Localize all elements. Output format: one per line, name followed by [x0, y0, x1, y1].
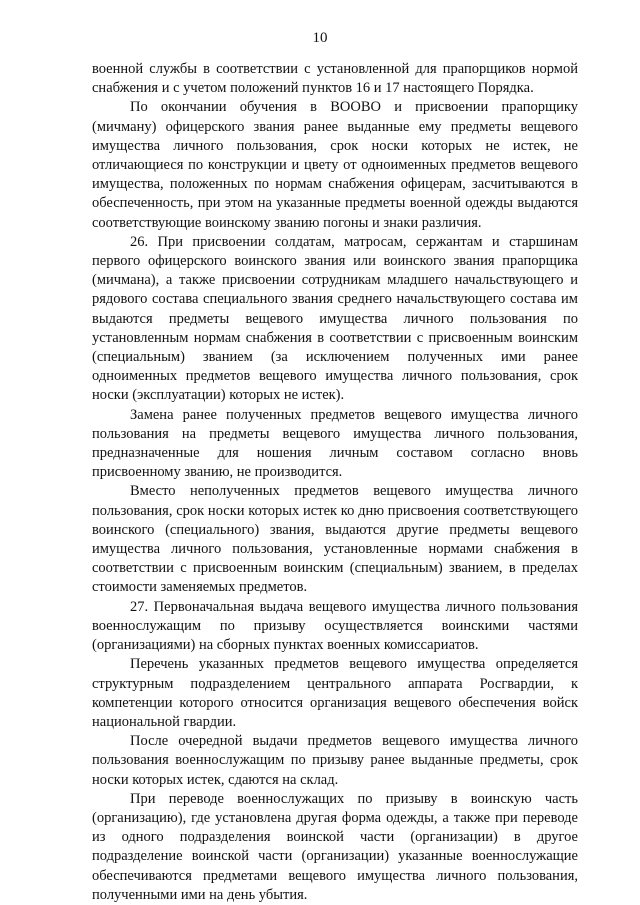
paragraph-unreceived-items: Вместо неполученных предметов вещевого имущества личного пользования, срок носки которых истек ко дню присвоения соответствующего воинского (специального) звания, выдаются другие предметы вещевого имущества личного пользования, установленные нормами снабжения в соответствии с присвоенным воинским (специальным) званием, в пределах стоимости заменяемых предметов. [92, 483, 578, 596]
paragraph-transfer: При переводе военнослужащих по призыву в воинскую часть (организацию), где установлена другая форма одежды, а также при переводе из одного подразделения воинской части (организации) в другое подразделение воинской части (организации) указанные военнослужащие обеспечиваются предметами вещевого имущества личного пользования, полученными ими на день убытия. [92, 790, 578, 903]
document-body [92, 60, 578, 905]
paragraph-continuation: военной службы в соответствии с установленной для прапорщиков нормой снабжения и с учетом положений пунктов 16 и 17 настоящего Порядка. [92, 61, 578, 97]
paragraph-officer-rank-assignment: По окончании обучения в ВООВО и присвоении прапорщику (мичману) офицерского звания ранее выданные ему предметы вещевого имущества личного пользования, срок носки которых не истек, не отличающиеся по конструкции и цвету от одноименных предметов вещевого имущества, положенных по нормам снабжения офицерам, засчитываются в обеспеченность, при этом на указанные предметы военной одежды выдаются соответствующие воинскому званию погоны и знаки различия. [92, 99, 578, 231]
paragraph-regular-issue: После очередной выдачи предметов вещевого имущества личного пользования военнослужащим по призыву ранее выданные предметы, срок носки которых истек, сдаются на склад. [92, 733, 578, 788]
paragraph-item-27: 27. Первоначальная выдача вещевого имущества личного пользования военнослужащим по призыву осуществляется воинскими частями (организациями) на сборных пунктах военных комиссариатов. [92, 598, 578, 654]
paragraph-items-list: Перечень указанных предметов вещевого имущества определяется структурным подразделением центрального аппарата Росгвардии, к компетенции которого относится организация вещевого обеспечения войск национальной гвардии. [92, 656, 578, 730]
paragraph-no-replacement: Замена ранее полученных предметов вещевого имущества личного пользования на предметы вещевого имущества личного пользования, предназначенные для ношения личным составом согласно вновь присвоенному званию, не производится. [92, 406, 578, 481]
page-number: 10 [312, 30, 328, 46]
paragraph-item-26: 26. При присвоении солдатам, матросам, сержантам и старшинам первого офицерского воинского звания или воинского звания прапорщика (мичмана), а также присвоении сотрудникам младшего начальствующего и рядового состава специального звания среднего начальствующего состава им выдаются предметы вещевого имущества личного пользования по установленным нормам снабжения в соответствии с присвоенным воинским (специальным) званием (за исключением полученных ими ранее одноименных предметов вещевого имущества личного пользования, срок носки (эксплуатации) которых не истек). [92, 233, 578, 404]
